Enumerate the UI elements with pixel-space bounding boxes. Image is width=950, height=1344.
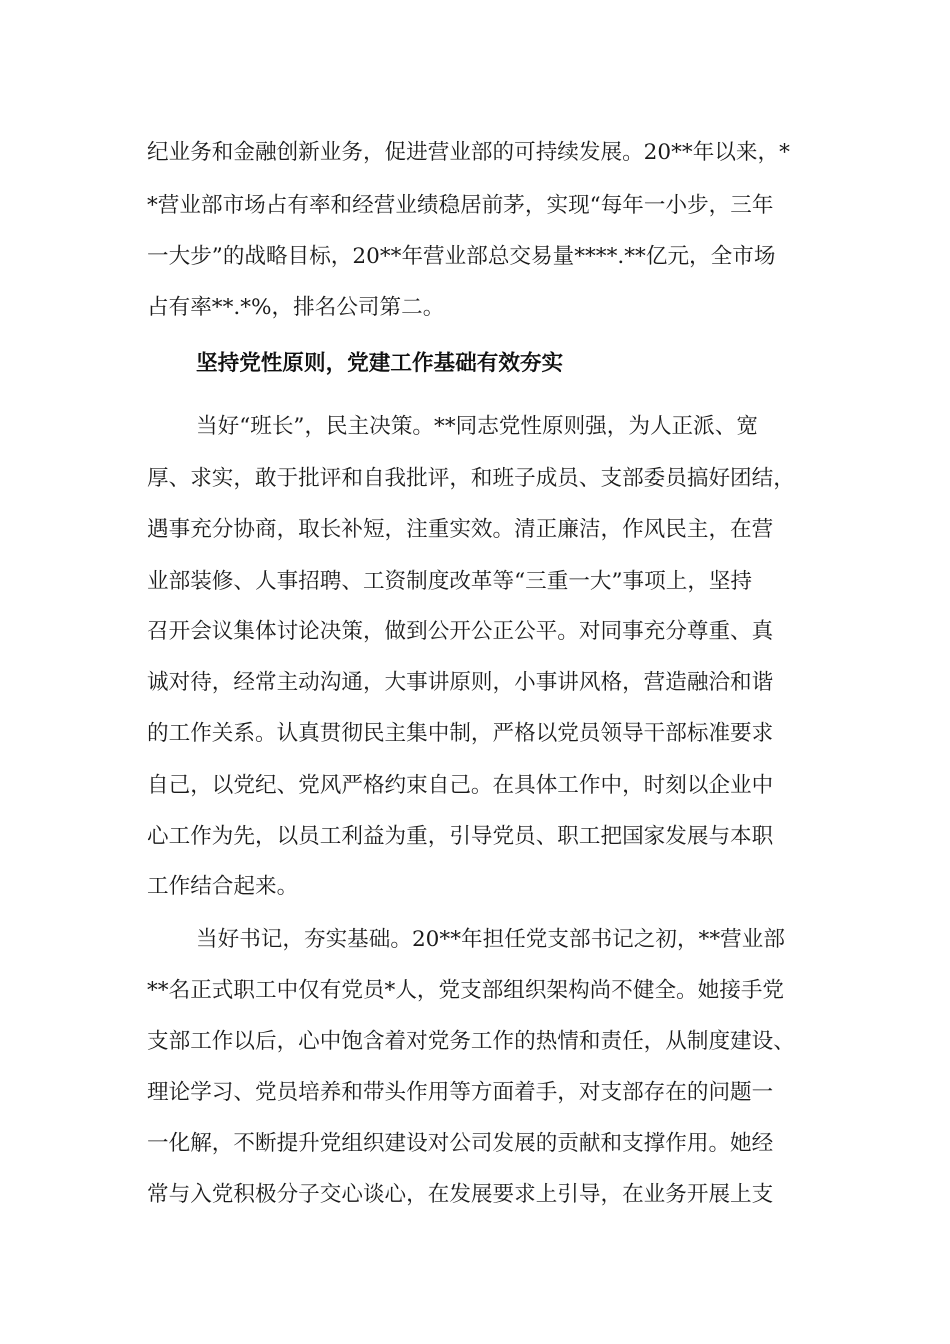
paragraph-line: 理论学习、党员培养和带头作用等方面着手，对支部存在的问题一 [147,1080,774,1105]
paragraph-line: 遇事充分协商，取长补短，注重实效。清正廉洁，作风民主，在营 [147,517,774,542]
paragraph-line: 一化解，不断提升党组织建设对公司发展的贡献和支撑作用。她经 [147,1131,774,1156]
paragraph-line: 召开会议集体讨论决策，做到公开公正公平。对同事充分尊重、真 [147,619,774,644]
paragraph-line: 一大步”的战略目标，20**年营业部总交易量****.**亿元，全市场 [147,244,776,269]
paragraph-line: 当好书记，夯实基础。20**年担任党支部书记之初，**营业部 [196,927,785,952]
paragraph-line: 心工作为先，以员工利益为重，引导党员、职工把国家发展与本职 [147,824,774,849]
paragraph-line: 纪业务和金融创新业务，促进营业部的可持续发展。20**年以来，* [147,140,790,165]
paragraph-line: 的工作关系。认真贯彻民主集中制，严格以党员领导干部标准要求 [147,721,774,746]
paragraph-line: 支部工作以后，心中饱含着对党务工作的热情和责任，从制度建设、 [147,1029,795,1054]
paragraph-line: *营业部市场占有率和经营业绩稳居前茅，实现“每年一小步，三年 [147,193,774,218]
paragraph-line: 工作结合起来。 [147,874,299,899]
paragraph-line: 自己，以党纪、党风严格约束自己。在具体工作中，时刻以企业中 [147,773,774,798]
paragraph-line: 诚对待，经常主动沟通，大事讲原则，小事讲风格，营造融洽和谐 [147,670,774,695]
paragraph-line: 业部装修、人事招聘、工资制度改革等“三重一大”事项上，坚持 [147,569,753,594]
paragraph-line: 当好“班长”，民主决策。**同志党性原则强，为人正派、宽 [196,414,758,439]
paragraph-line: 占有率**.*%，排名公司第二。 [147,295,445,320]
paragraph-line: 厚、求实，敢于批评和自我批评，和班子成员、支部委员搞好团结， [147,466,795,491]
paragraph-line: **名正式职工中仅有党员*人，党支部组织架构尚不健全。她接手党 [147,978,785,1003]
section-heading: 坚持党性原则，党建工作基础有效夯实 [196,351,564,376]
paragraph-line: 常与入党积极分子交心谈心，在发展要求上引导，在业务开展上支 [147,1182,774,1207]
